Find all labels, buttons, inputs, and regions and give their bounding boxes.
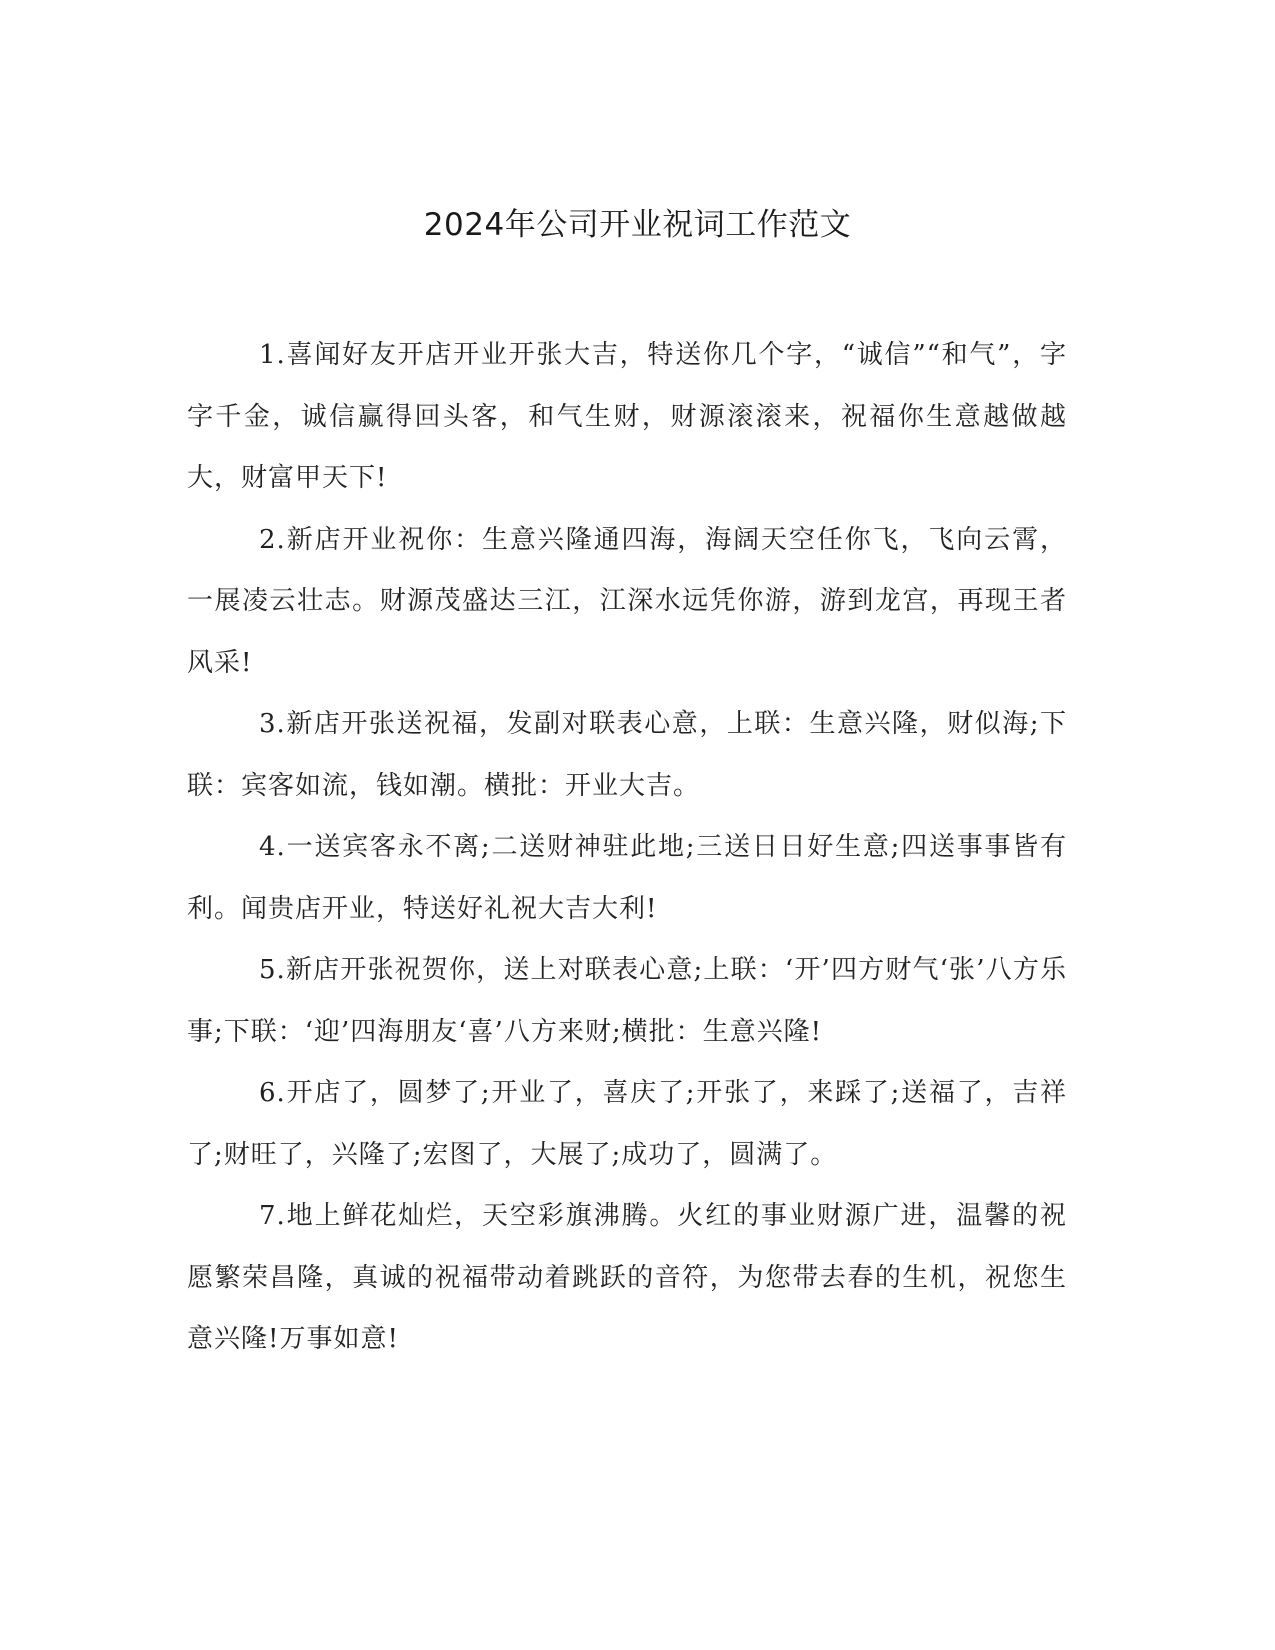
paragraph-1: 1.喜闻好友开店开业开张大吉，特送你几个字，“诚信”“和气”，字字千金，诚信赢得回头客，和气生财，财源滚滚来，祝福你生意越做越大，财富甲天下! xyxy=(187,340,1067,493)
paragraph-7: 7.地上鲜花灿烂，天空彩旗沸腾。火红的事业财源广进，温馨的祝愿繁荣昌隆，真诚的祝福带动着跳跃的音符，为您带去春的生机，祝您生意兴隆!万事如意! xyxy=(187,1201,1067,1354)
paragraph-5: 5.新店开张祝贺你，送上对联表心意;上联：‘开’四方财气‘张’八方乐事;下联：‘迎’四海朋友‘喜’八方来财;横批：生意兴隆! xyxy=(187,955,1067,1047)
document-body xyxy=(187,325,1067,1371)
paragraph-2: 2.新店开业祝你：生意兴隆通四海，海阔天空任你飞，飞向云霄，一展凌云壮志。财源茂盛达三江，江深水远凭你游，游到龙宫，再现王者风采! xyxy=(187,524,1067,678)
document-title: 2024年公司开业祝词工作范文 xyxy=(423,207,852,243)
paragraph-3: 3.新店开张送祝福，发副对联表心意，上联：生意兴隆，财似海;下联：宾客如流，钱如潮。横批：开业大吉。 xyxy=(187,709,1067,801)
paragraph-6: 6.开店了，圆梦了;开业了，喜庆了;开张了，来踩了;送福了，吉祥了;财旺了，兴隆了;宏图了，大展了;成功了，圆满了。 xyxy=(187,1078,1067,1170)
paragraph-4: 4.一送宾客永不离;二送财神驻此地;三送日日好生意;四送事事皆有利。闻贵店开业，特送好礼祝大吉大利! xyxy=(187,832,1067,924)
